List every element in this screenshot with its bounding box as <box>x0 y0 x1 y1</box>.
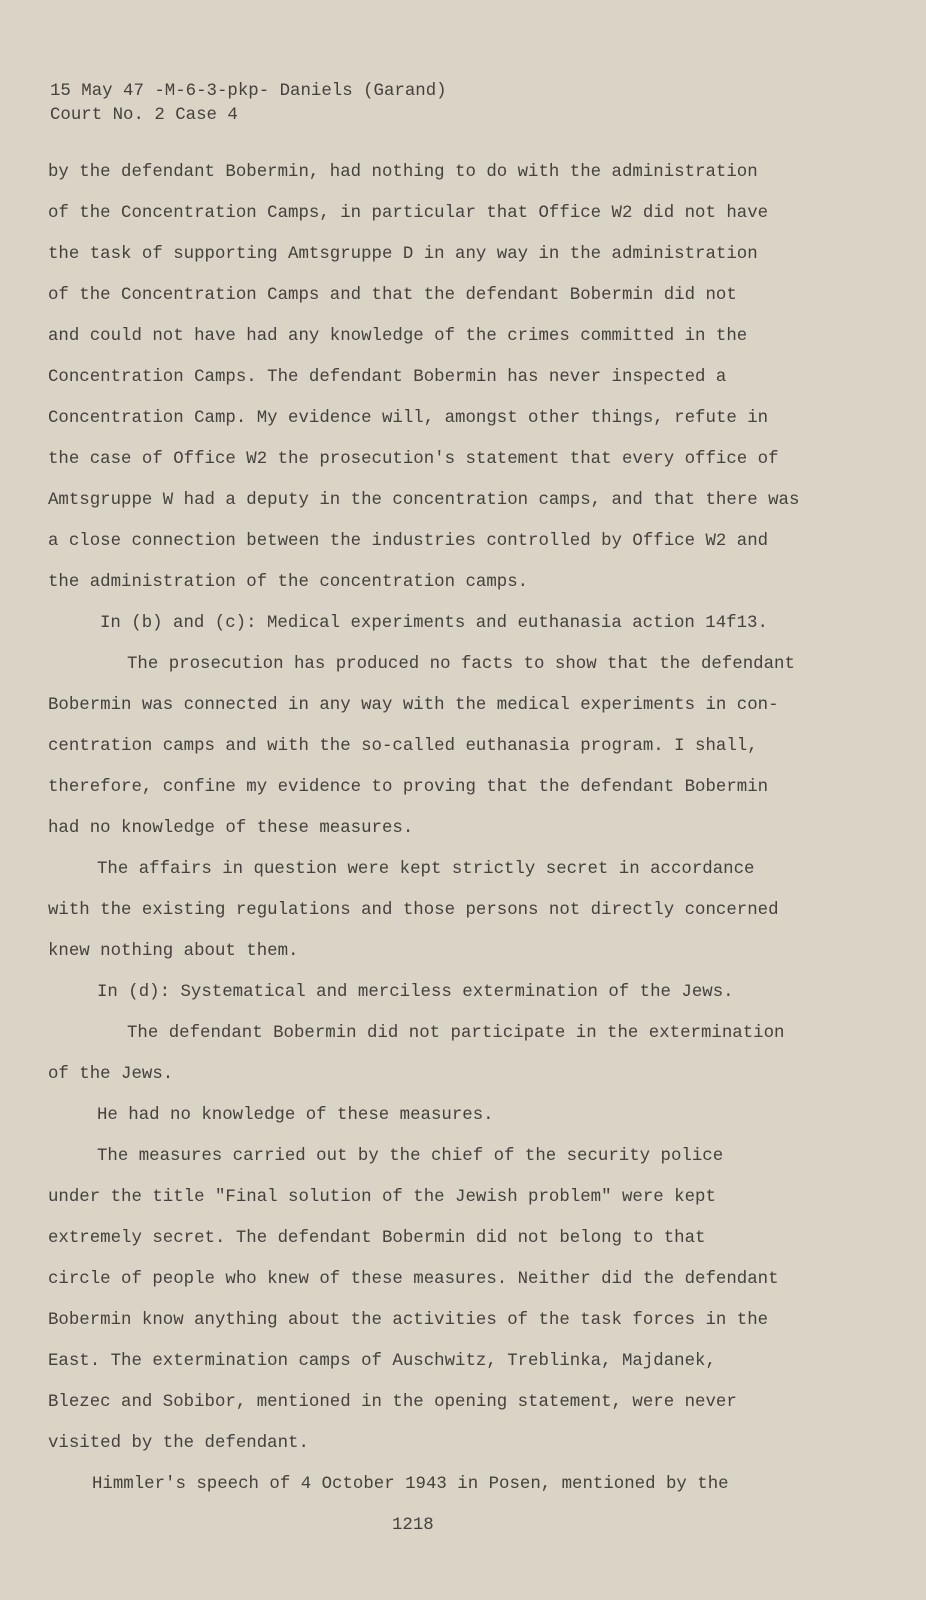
body-line: visited by the defendant. <box>48 1434 309 1453</box>
body-line: under the title "Final solution of the Jewish problem" were kept <box>48 1188 716 1207</box>
body-line: Bobermin know anything about the activities of the task forces in the <box>48 1311 769 1330</box>
page-number: 1218 <box>392 1516 434 1535</box>
body-line: Blezec and Sobibor, mentioned in the opening statement, were never <box>48 1393 737 1412</box>
body-line: the case of Office W2 the prosecution's statement that every office of <box>48 450 779 469</box>
body-line: with the existing regulations and those persons not directly concerned <box>48 901 779 920</box>
body-line: Concentration Camp. My evidence will, amongst other things, refute in <box>48 409 769 428</box>
body-line: East. The extermination camps of Auschwitz, Treblinka, Majdanek, <box>48 1352 716 1371</box>
body-line: of the Concentration Camps, in particular that Office W2 did not have <box>48 204 769 223</box>
section-heading: In (d): Systematical and merciless extermination of the Jews. <box>97 983 734 1002</box>
body-line: had no knowledge of these measures. <box>48 819 414 838</box>
body-line: of the Jews. <box>48 1065 174 1084</box>
body-line: centration camps and with the so-called euthanasia program. I shall, <box>48 737 758 756</box>
body-line: circle of people who knew of these measures. Neither did the defendant <box>48 1270 779 1289</box>
header-date-line: 15 May 47 -M-6-3-pkp- Daniels (Garand) <box>50 82 447 101</box>
body-line: The affairs in question were kept strictly secret in accordance <box>97 860 755 879</box>
body-line: Himmler's speech of 4 October 1943 in Posen, mentioned by the <box>92 1475 729 1494</box>
body-line: by the defendant Bobermin, had nothing to do with the administration <box>48 163 758 182</box>
body-line: The measures carried out by the chief of the security police <box>97 1147 724 1166</box>
body-line: a close connection between the industries controlled by Office W2 and <box>48 532 769 551</box>
body-line: therefore, confine my evidence to proving that the defendant Bobermin <box>48 778 769 797</box>
body-line: He had no knowledge of these measures. <box>97 1106 494 1125</box>
body-line: and could not have had any knowledge of the crimes committed in the <box>48 327 748 346</box>
body-line: of the Concentration Camps and that the defendant Bobermin did not <box>48 286 737 305</box>
body-line: knew nothing about them. <box>48 942 299 961</box>
header-court-line: Court No. 2 Case 4 <box>50 106 238 125</box>
body-line: Bobermin was connected in any way with the medical experiments in con- <box>48 696 779 715</box>
body-line: Concentration Camps. The defendant Bobermin has never inspected a <box>48 368 727 387</box>
body-line: The prosecution has produced no facts to show that the defendant <box>127 655 795 674</box>
body-line: The defendant Bobermin did not participate in the extermination <box>127 1024 785 1043</box>
body-line: the task of supporting Amtsgruppe D in any way in the administration <box>48 245 758 264</box>
body-line: the administration of the concentration camps. <box>48 573 529 592</box>
body-line: Amtsgruppe W had a deputy in the concentration camps, and that there was <box>48 491 800 510</box>
body-line: extremely secret. The defendant Bobermin did not belong to that <box>48 1229 706 1248</box>
section-heading: In (b) and (c): Medical experiments and euthanasia action 14f13. <box>100 614 768 633</box>
document-header <box>50 80 447 128</box>
